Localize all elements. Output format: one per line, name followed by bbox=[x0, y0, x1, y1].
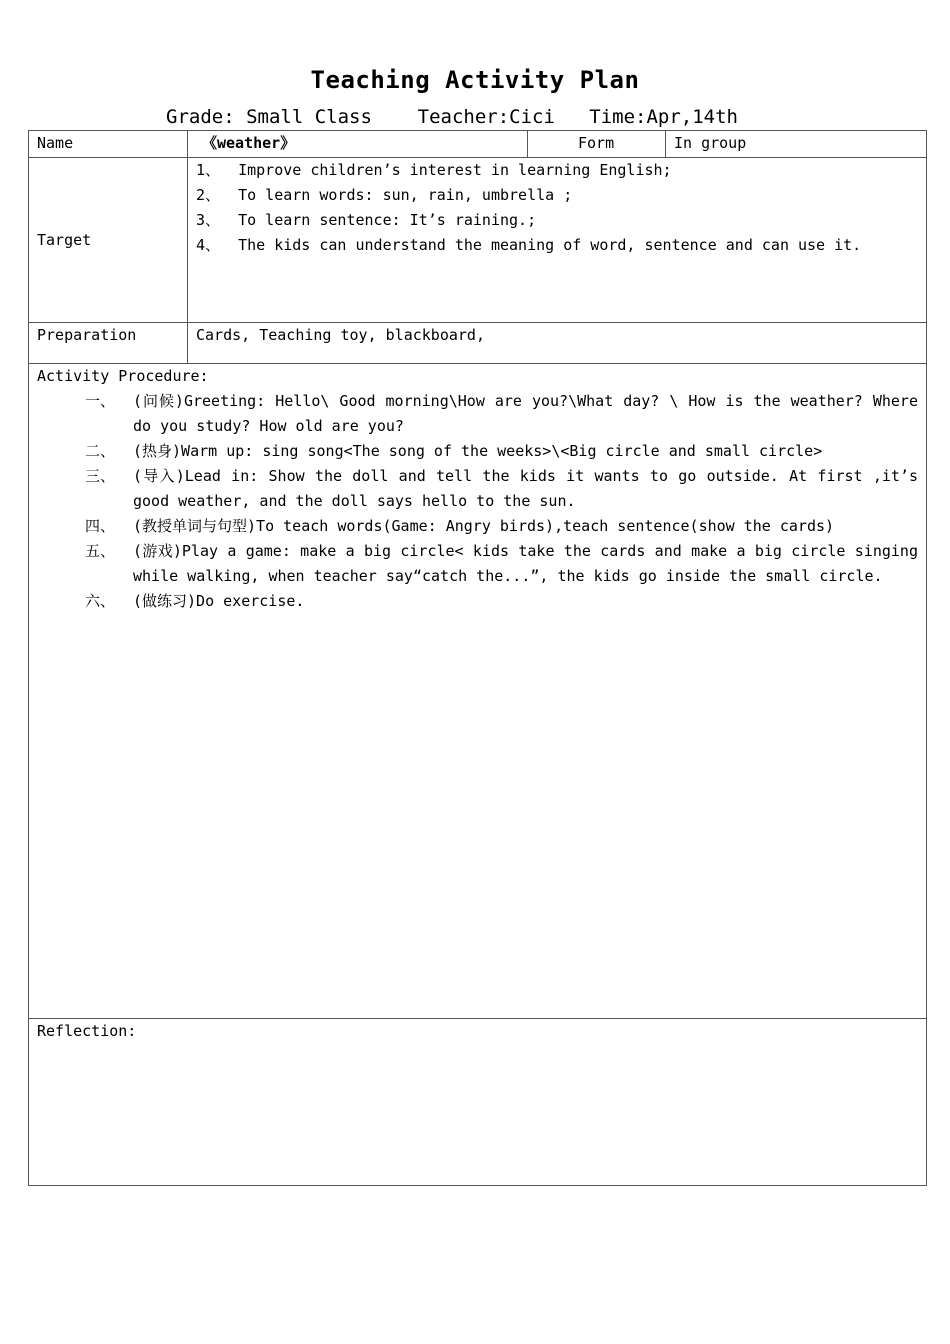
procedure-step bbox=[37, 514, 918, 539]
procedure-step bbox=[37, 439, 918, 464]
step-text: (教授单词与句型)To teach words(Game: Angry birds),teach sentence(show the cards) bbox=[133, 517, 835, 535]
step-number: 四、 bbox=[85, 517, 116, 535]
grade-text: Grade: Small Class bbox=[166, 106, 372, 128]
procedure-cell bbox=[29, 364, 927, 1019]
plan-meta bbox=[166, 106, 738, 128]
procedure-step bbox=[37, 589, 918, 614]
procedure-list bbox=[37, 389, 918, 614]
step-number: 六、 bbox=[85, 592, 116, 610]
name-label: Name bbox=[29, 131, 188, 158]
target-list bbox=[196, 158, 918, 258]
step-text: (热身)Warm up: sing song<The song of the weeks>\<Big circle and small circle> bbox=[133, 442, 823, 460]
target-cell bbox=[188, 158, 927, 323]
step-number: 三、 bbox=[85, 467, 116, 485]
page-title: Teaching Activity Plan bbox=[310, 66, 640, 94]
row-name bbox=[29, 131, 927, 158]
step-text: (游戏)Play a game: make a big circle< kids take the cards and make a big circle singing while walking, when teacher say“catch the...”, the kids go inside the small circle. bbox=[133, 542, 918, 585]
target-item: 4、 The kids can understand the meaning of word, sentence and can use it. bbox=[196, 236, 862, 254]
step-text: (问候)Greeting: Hello\ Good morning\How are you?\What day? \ How is the weather? Where do you study? How old are you? bbox=[133, 392, 918, 435]
row-reflection bbox=[29, 1019, 927, 1186]
procedure-step bbox=[37, 539, 918, 589]
preparation-value: Cards, Teaching toy, blackboard, bbox=[188, 323, 927, 364]
procedure-label: Activity Procedure: bbox=[37, 367, 209, 385]
row-preparation bbox=[29, 323, 927, 364]
row-procedure bbox=[29, 364, 927, 1019]
teacher-text: Teacher:Cici bbox=[417, 106, 555, 128]
step-number: 五、 bbox=[85, 542, 116, 560]
procedure-step bbox=[37, 464, 918, 514]
step-number: 一、 bbox=[85, 392, 116, 410]
form-value: In group bbox=[666, 131, 927, 158]
procedure-step bbox=[37, 389, 918, 439]
target-item: 3、 To learn sentence: It’s raining.; bbox=[196, 211, 537, 229]
row-target bbox=[29, 158, 927, 323]
time-text: Time:Apr,14th bbox=[589, 106, 738, 128]
target-item: 1、 Improve children’s interest in learning English; bbox=[196, 161, 672, 179]
reflection-label: Reflection: bbox=[29, 1019, 927, 1186]
preparation-label: Preparation bbox=[29, 323, 188, 364]
form-label: Form bbox=[528, 131, 666, 158]
step-text: (导入)Lead in: Show the doll and tell the kids it wants to go outside. At first ,it’s good weather, and the doll says hello to the sun. bbox=[133, 467, 918, 510]
activity-plan-table bbox=[28, 130, 927, 1186]
step-text: (做练习)Do exercise. bbox=[133, 592, 305, 610]
target-item: 2、 To learn words: sun, rain, umbrella ; bbox=[196, 186, 573, 204]
target-label: Target bbox=[29, 158, 188, 323]
name-value: 《weather》 bbox=[188, 131, 528, 158]
step-number: 二、 bbox=[85, 442, 116, 460]
